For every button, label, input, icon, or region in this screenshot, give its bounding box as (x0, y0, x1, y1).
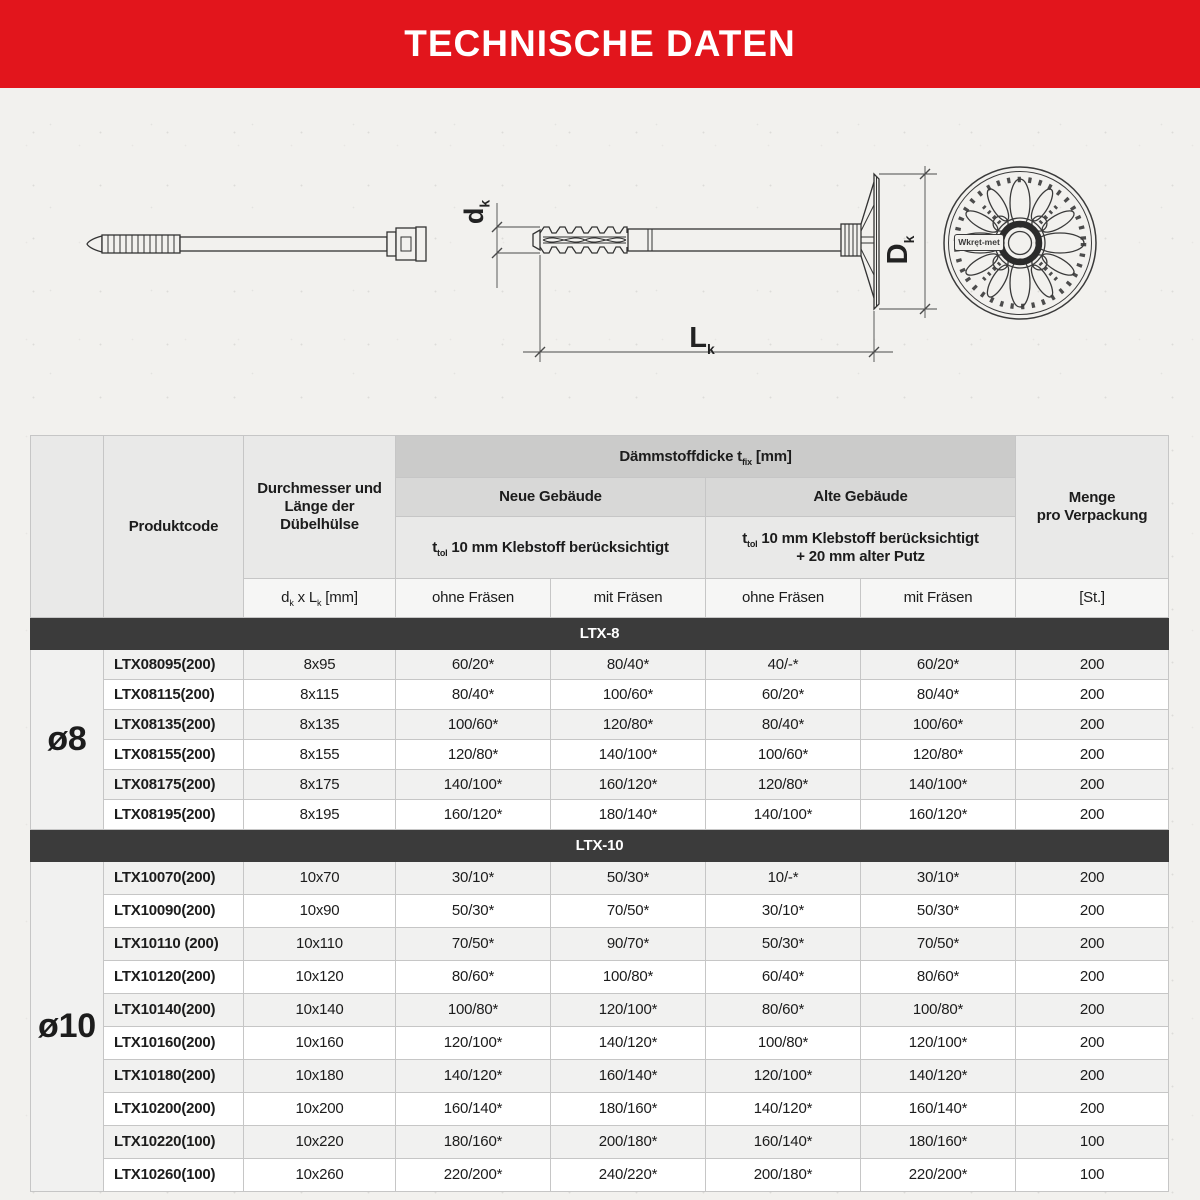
value-cell: 120/80* (396, 740, 551, 770)
product-code-cell: LTX08195(200) (104, 800, 244, 830)
value-cell: 70/50* (861, 928, 1016, 961)
size-cell: 8x135 (244, 710, 396, 740)
table-body (31, 618, 1169, 1192)
value-cell: 60/20* (396, 650, 551, 680)
value-cell: 30/10* (396, 862, 551, 895)
product-code-cell: LTX08095(200) (104, 650, 244, 680)
value-cell: 180/160* (861, 1126, 1016, 1159)
value-cell: 120/100* (551, 994, 706, 1027)
technical-data-table (30, 435, 1169, 1192)
value-cell: 80/60* (396, 961, 551, 994)
value-cell: 50/30* (396, 895, 551, 928)
qty-cell: 200 (1016, 928, 1169, 961)
size-cell: 10x160 (244, 1027, 396, 1060)
value-cell: 160/120* (861, 800, 1016, 830)
size-cell: 10x70 (244, 862, 396, 895)
value-cell: 100/80* (551, 961, 706, 994)
qty-cell: 200 (1016, 800, 1169, 830)
size-cell: 10x220 (244, 1126, 396, 1159)
value-cell: 90/70* (551, 928, 706, 961)
size-cell: 8x175 (244, 770, 396, 800)
series-band: LTX-8 (31, 618, 1169, 650)
value-cell: 160/140* (861, 1093, 1016, 1126)
value-cell: 60/20* (861, 650, 1016, 680)
value-cell: 160/140* (706, 1126, 861, 1159)
value-cell: 30/10* (861, 862, 1016, 895)
value-cell: 80/40* (706, 710, 861, 740)
value-cell: 120/80* (706, 770, 861, 800)
alte-gebaeude-note: $t_{tol}$ 10 mm Klebstoff berücksichtigt + 20 mm alter Putz (706, 517, 1016, 579)
daemmstoffdicke-header: Dämmstoffdicke $t_{fix}$ [mm] (396, 436, 1016, 478)
alte-gebaeude-header: Alte Gebäude (706, 478, 1016, 517)
table-row (31, 710, 1169, 740)
diameter-cell: ø8 (31, 650, 104, 830)
plate-brand-label: Wkręt-met (954, 234, 1004, 251)
menge-header: Menge pro Verpackung (1016, 436, 1169, 579)
product-code-cell: LTX08115(200) (104, 680, 244, 710)
table-row (31, 1060, 1169, 1093)
size-cell: 10x180 (244, 1060, 396, 1093)
qty-cell: 100 (1016, 1126, 1169, 1159)
value-cell: 220/200* (396, 1159, 551, 1192)
value-cell: 160/120* (396, 800, 551, 830)
value-cell: 50/30* (551, 862, 706, 895)
page-title: TECHNISCHE DATEN (404, 23, 796, 64)
value-cell: 140/100* (861, 770, 1016, 800)
qty-cell: 200 (1016, 650, 1169, 680)
table-row (31, 740, 1169, 770)
value-cell: 100/60* (551, 680, 706, 710)
produktcode-header: Produktcode (104, 436, 244, 618)
product-code-cell: LTX10220(100) (104, 1126, 244, 1159)
table-row (31, 994, 1169, 1027)
size-cell: 8x195 (244, 800, 396, 830)
value-cell: 200/180* (706, 1159, 861, 1192)
value-cell: 140/100* (551, 740, 706, 770)
qty-cell: 200 (1016, 895, 1169, 928)
table-row (31, 650, 1169, 680)
mit-fraesen-header-alte: mit Fräsen (861, 579, 1016, 618)
table-header (31, 436, 1169, 618)
size-cell: 8x115 (244, 680, 396, 710)
table-row (31, 928, 1169, 961)
table-row (31, 1093, 1169, 1126)
neue-gebaeude-note: $t_{tol}$ 10 mm Klebstoff berücksichtigt (396, 517, 706, 579)
qty-cell: 200 (1016, 961, 1169, 994)
product-code-cell: LTX10070(200) (104, 862, 244, 895)
value-cell: 140/120* (396, 1060, 551, 1093)
value-cell: 240/220* (551, 1159, 706, 1192)
value-cell: 10/-* (706, 862, 861, 895)
product-code-cell: LTX10200(200) (104, 1093, 244, 1126)
qty-cell: 100 (1016, 1159, 1169, 1192)
value-cell: 140/120* (706, 1093, 861, 1126)
product-code-cell: LTX10110 (200) (104, 928, 244, 961)
value-cell: 80/60* (706, 994, 861, 1027)
qty-cell: 200 (1016, 1093, 1169, 1126)
series-band-row (31, 830, 1169, 862)
dimension-label-Dk: $D_k$ (882, 235, 917, 265)
value-cell: 80/40* (396, 680, 551, 710)
table-row (31, 770, 1169, 800)
value-cell: 100/60* (861, 710, 1016, 740)
value-cell: 160/120* (551, 770, 706, 800)
value-cell: 120/80* (551, 710, 706, 740)
product-code-cell: LTX08135(200) (104, 710, 244, 740)
qty-cell: 200 (1016, 1060, 1169, 1093)
dxl-header: $d_k$ x $L_k$ [mm] (244, 579, 396, 618)
qty-cell: 200 (1016, 710, 1169, 740)
value-cell: 30/10* (706, 895, 861, 928)
value-cell: 220/200* (861, 1159, 1016, 1192)
value-cell: 180/160* (396, 1126, 551, 1159)
value-cell: 180/140* (551, 800, 706, 830)
product-code-cell: LTX10090(200) (104, 895, 244, 928)
table-row (31, 1159, 1169, 1192)
size-cell: 8x155 (244, 740, 396, 770)
qty-cell: 200 (1016, 770, 1169, 800)
dimension-label-Lk: $L_k$ (689, 322, 715, 357)
value-cell: 100/80* (861, 994, 1016, 1027)
size-cell: 10x110 (244, 928, 396, 961)
dimension-label-dk: $d_k$ (459, 199, 493, 225)
product-code-cell: LTX08175(200) (104, 770, 244, 800)
value-cell: 80/60* (861, 961, 1016, 994)
mit-fraesen-header-neue: mit Fräsen (551, 579, 706, 618)
technical-drawings (0, 88, 1200, 435)
table-row (31, 961, 1169, 994)
value-cell: 100/80* (396, 994, 551, 1027)
value-cell: 70/50* (551, 895, 706, 928)
series-band-row (31, 618, 1169, 650)
size-cell: 10x120 (244, 961, 396, 994)
qty-cell: 200 (1016, 862, 1169, 895)
table-row (31, 800, 1169, 830)
fastener-drawing-svg (0, 88, 1200, 435)
durchmesser-header: Durchmesser und Länge der Dübelhülse (244, 436, 396, 579)
qty-cell: 200 (1016, 680, 1169, 710)
product-code-cell: LTX10120(200) (104, 961, 244, 994)
value-cell: 50/30* (861, 895, 1016, 928)
st-header: [St.] (1016, 579, 1169, 618)
value-cell: 80/40* (551, 650, 706, 680)
value-cell: 140/100* (706, 800, 861, 830)
series-band: LTX-10 (31, 830, 1169, 862)
dowel-side-drawing (533, 174, 879, 309)
value-cell: 120/80* (861, 740, 1016, 770)
product-code-cell: LTX10180(200) (104, 1060, 244, 1093)
qty-cell: 200 (1016, 1027, 1169, 1060)
value-cell: 80/40* (861, 680, 1016, 710)
value-cell: 40/-* (706, 650, 861, 680)
table-row (31, 895, 1169, 928)
value-cell: 140/120* (551, 1027, 706, 1060)
table-row (31, 680, 1169, 710)
neue-gebaeude-header: Neue Gebäude (396, 478, 706, 517)
table-row (31, 1027, 1169, 1060)
value-cell: 60/40* (706, 961, 861, 994)
value-cell: 100/60* (706, 740, 861, 770)
product-code-cell: LTX10260(100) (104, 1159, 244, 1192)
size-cell: 10x140 (244, 994, 396, 1027)
value-cell: 120/100* (706, 1060, 861, 1093)
value-cell: 120/100* (861, 1027, 1016, 1060)
product-code-cell: LTX10140(200) (104, 994, 244, 1027)
value-cell: 60/20* (706, 680, 861, 710)
size-cell: 10x200 (244, 1093, 396, 1126)
value-cell: 100/60* (396, 710, 551, 740)
table-row (31, 1126, 1169, 1159)
size-cell: 10x260 (244, 1159, 396, 1192)
value-cell: 120/100* (396, 1027, 551, 1060)
value-cell: 140/100* (396, 770, 551, 800)
value-cell: 70/50* (396, 928, 551, 961)
product-code-cell: LTX10160(200) (104, 1027, 244, 1060)
value-cell: 50/30* (706, 928, 861, 961)
qty-cell: 200 (1016, 740, 1169, 770)
value-cell: 160/140* (396, 1093, 551, 1126)
size-cell: 8x95 (244, 650, 396, 680)
diameter-cell: ø10 (31, 862, 104, 1192)
value-cell: 140/120* (861, 1060, 1016, 1093)
group-column-header (31, 436, 104, 618)
table-row (31, 862, 1169, 895)
value-cell: 160/140* (551, 1060, 706, 1093)
value-cell: 200/180* (551, 1126, 706, 1159)
product-code-cell: LTX08155(200) (104, 740, 244, 770)
screw-side-drawing (87, 227, 426, 261)
ohne-fraesen-header-alte: ohne Fräsen (706, 579, 861, 618)
header-banner (0, 0, 1200, 88)
ohne-fraesen-header-neue: ohne Fräsen (396, 579, 551, 618)
qty-cell: 200 (1016, 994, 1169, 1027)
size-cell: 10x90 (244, 895, 396, 928)
value-cell: 180/160* (551, 1093, 706, 1126)
value-cell: 100/80* (706, 1027, 861, 1060)
